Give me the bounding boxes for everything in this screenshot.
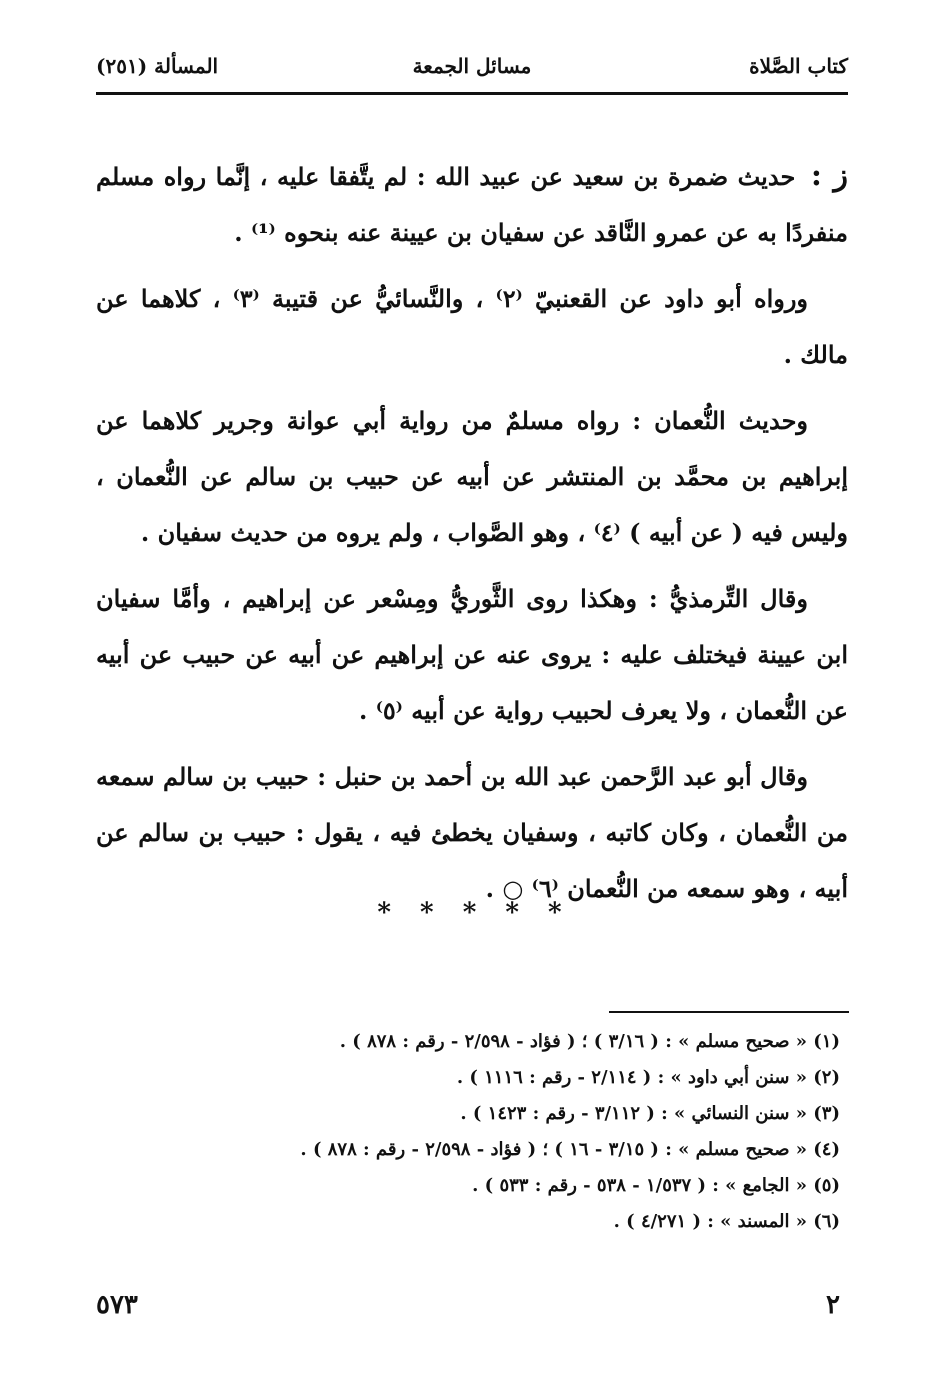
section-marker: ز : (810, 158, 848, 193)
paragraph: وحديث النُّعمان : رواه مسلمٌ من رواية أبي عوانة وجرير كلاهما عن إبراهيم بن محمَّد بن المنتشر عن أبيه عن حبيب بن سالم عن النُّعمان ، وليس فيه ( عن أبيه ) ⁽٤⁾ ، وهو الصَّواب ، ولم يروه من حديث سفيان . (96, 406, 848, 547)
chapter-title: مسائل الجمعة (412, 54, 532, 78)
paragraph-text: حديث ضمرة بن سعيد عن عبيد الله : لم يتَّفقا عليه ، إنَّما رواه مسلم منفردًا به عن عمرو النَّاقد عن سفيان بن عيينة عنه بنحوه ⁽¹⁾ . (96, 162, 848, 247)
footnote: (١) « صحيح مسلم » : ( ٣/١٦ ) ؛ ( فؤاد - ٢/٥٩٨ - رقم : ٨٧٨ ) . (339, 1031, 840, 1052)
paragraph (96, 148, 848, 261)
paragraph: وقال أبو عبد الرَّحمن عبد الله بن أحمد بن حنبل : حبيب بن سالم سمعه من النُّعمان ، وكان كاتبه ، وسفيان يخطئ فيه ، يقول : حبيب بن سالم عن أبيه ، وهو سمعه من النُّعمان ⁽٦⁾ ○ . (96, 762, 848, 903)
footnote: (٤) « صحيح مسلم » : ( ٣/١٥ - ١٦ ) ؛ ( فؤاد - ٢/٥٩٨ - رقم : ٨٧٨ ) . (300, 1139, 840, 1160)
paragraph: ورواه أبو داود عن القعنبيّ ⁽٢⁾ ، والنَّسائيُّ عن قتيبة ⁽٣⁾ ، كلاهما عن مالك . (96, 284, 848, 369)
footnote: (٦) « المسند » : ( ٤/٢٧١ ) . (613, 1211, 840, 1232)
footnote: (٣) « سنن النسائي » : ( ٣/١١٢ - رقم : ١٤٢٣ ) . (460, 1103, 840, 1124)
header-rule (96, 92, 848, 95)
footnote: (٥) « الجامع » : ( ١/٥٣٧ - ٥٣٨ - رقم : ٥٣٣ ) . (472, 1175, 840, 1196)
footnote: (٢) « سنن أبي داود » : ( ٢/١١٤ - رقم : ١١١٦ ) . (456, 1067, 840, 1088)
running-header (96, 48, 848, 88)
section-separator: * * * * * (377, 898, 572, 928)
paragraph: وقال التِّرمذيُّ : وهكذا روى الثَّوريُّ ومِسْعر عن إبراهيم ، وأمَّا سفيان ابن عيينة فيختلف عليه : يروى عنه عن إبراهيم عن أبيه عن حبيب عن أبيه عن النُّعمان ، ولا يعرف لحبيب رواية عن أبيه ⁽٥⁾ . (96, 584, 848, 725)
footnotes (96, 1024, 840, 1240)
footnote-rule (609, 1011, 849, 1013)
book-title: كتاب الصَّلاة (749, 54, 848, 78)
page-number: ٥٧٣ (96, 1290, 138, 1320)
page-footer (96, 1290, 840, 1330)
issue-number: المسألة (٢٥١) (96, 54, 219, 78)
volume-number: ٢ (826, 1290, 840, 1320)
main-text (96, 148, 848, 927)
